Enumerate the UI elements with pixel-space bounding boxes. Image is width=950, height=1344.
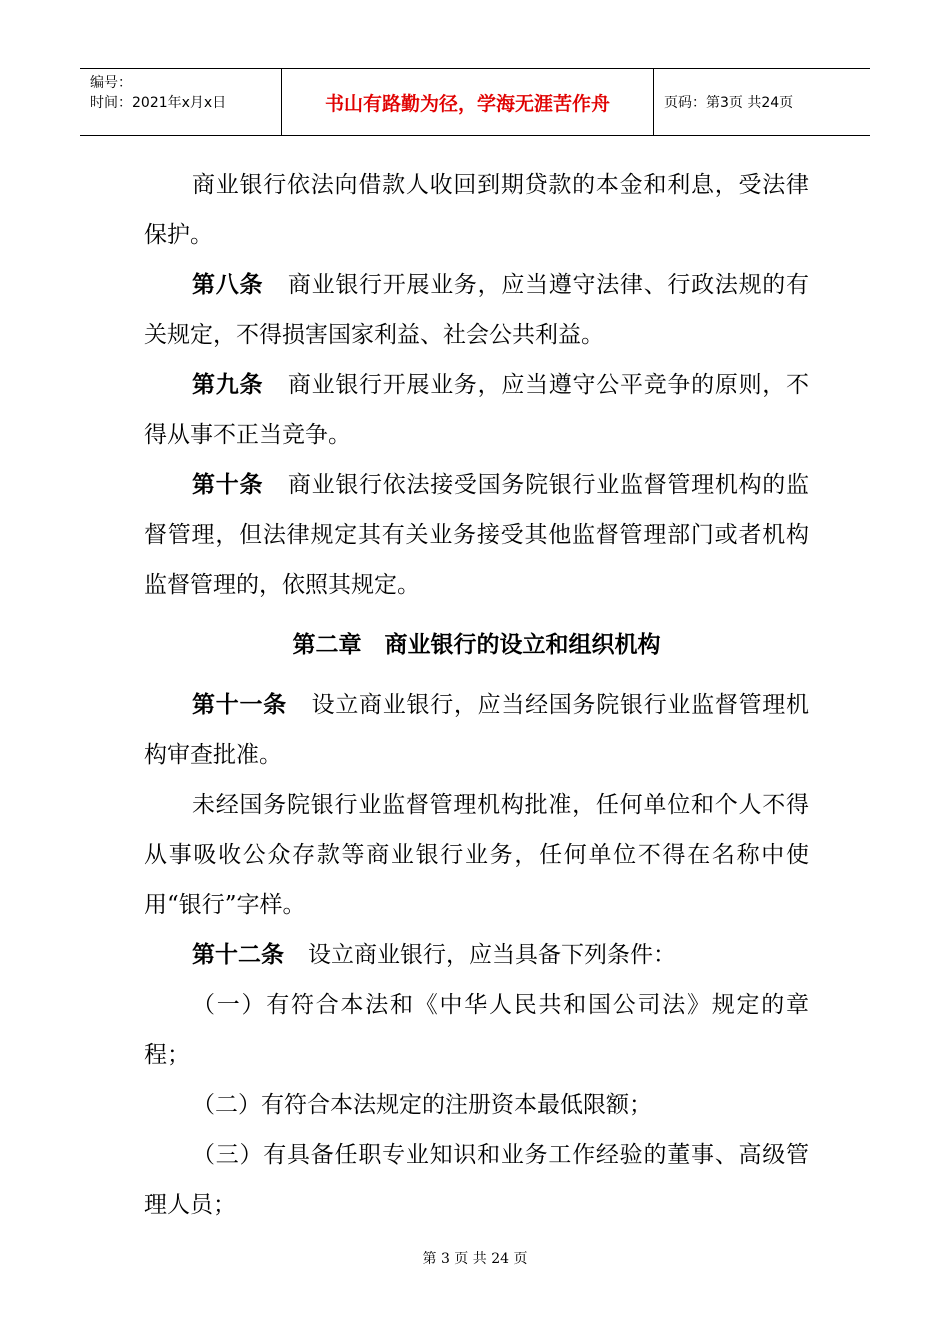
list-item: （二）有符合本法规定的注册资本最低限额；	[192, 1092, 652, 1118]
article-12	[144, 930, 809, 980]
page-footer: 第 3 页 共 24 页	[422, 1251, 528, 1267]
page-header	[80, 68, 870, 136]
paragraph: 商业银行依法向借款人收回到期贷款的本金和利息，受法律保护。	[144, 172, 809, 248]
document-date: 时间：2021年x月x日	[90, 95, 227, 111]
chapter-heading: 第二章 商业银行的设立和组织机构	[292, 632, 661, 658]
article-text: 商业银行依法接受国务院银行业监督管理机构的监督管理，但法律规定其有关业务接受其他监督管理部门或者机构监督管理的，依照其规定。	[144, 472, 810, 598]
header-meta	[80, 69, 282, 135]
header-motto: 书山有路勤为径，学海无涯苦作舟	[282, 69, 654, 135]
list-item: （一）有符合本法和《中华人民共和国公司法》规定的章程；	[144, 992, 809, 1068]
article-title: 第十条	[192, 472, 264, 498]
list-item: （三）有具备任职专业知识和业务工作经验的董事、高级管理人员；	[144, 1142, 809, 1218]
article-8	[144, 260, 809, 360]
article-text: 商业银行开展业务，应当遵守法律、行政法规的有关规定，不得损害国家利益、社会公共利益。	[144, 272, 810, 348]
article-10	[144, 460, 809, 610]
header-page-number: 页码：第3页 共24页	[664, 95, 794, 111]
article-title: 第十二条	[192, 942, 284, 968]
article-title: 第九条	[192, 372, 264, 398]
document-body	[144, 160, 809, 1230]
article-title: 第八条	[192, 272, 264, 298]
article-9	[144, 360, 809, 460]
document-number-label: 编号：	[90, 75, 132, 91]
paragraph: 未经国务院银行业监督管理机构批准，任何单位和个人不得从事吸收公众存款等商业银行业务，任何单位不得在名称中使用“银行”字样。	[144, 792, 809, 918]
article-title: 第十一条	[192, 692, 287, 718]
article-text: 设立商业银行，应当经国务院银行业监督管理机构审查批准。	[144, 692, 810, 768]
article-11	[144, 680, 809, 780]
article-text: 商业银行开展业务，应当遵守公平竞争的原则，不得从事不正当竞争。	[144, 372, 810, 448]
article-text: 设立商业银行，应当具备下列条件：	[308, 942, 676, 968]
